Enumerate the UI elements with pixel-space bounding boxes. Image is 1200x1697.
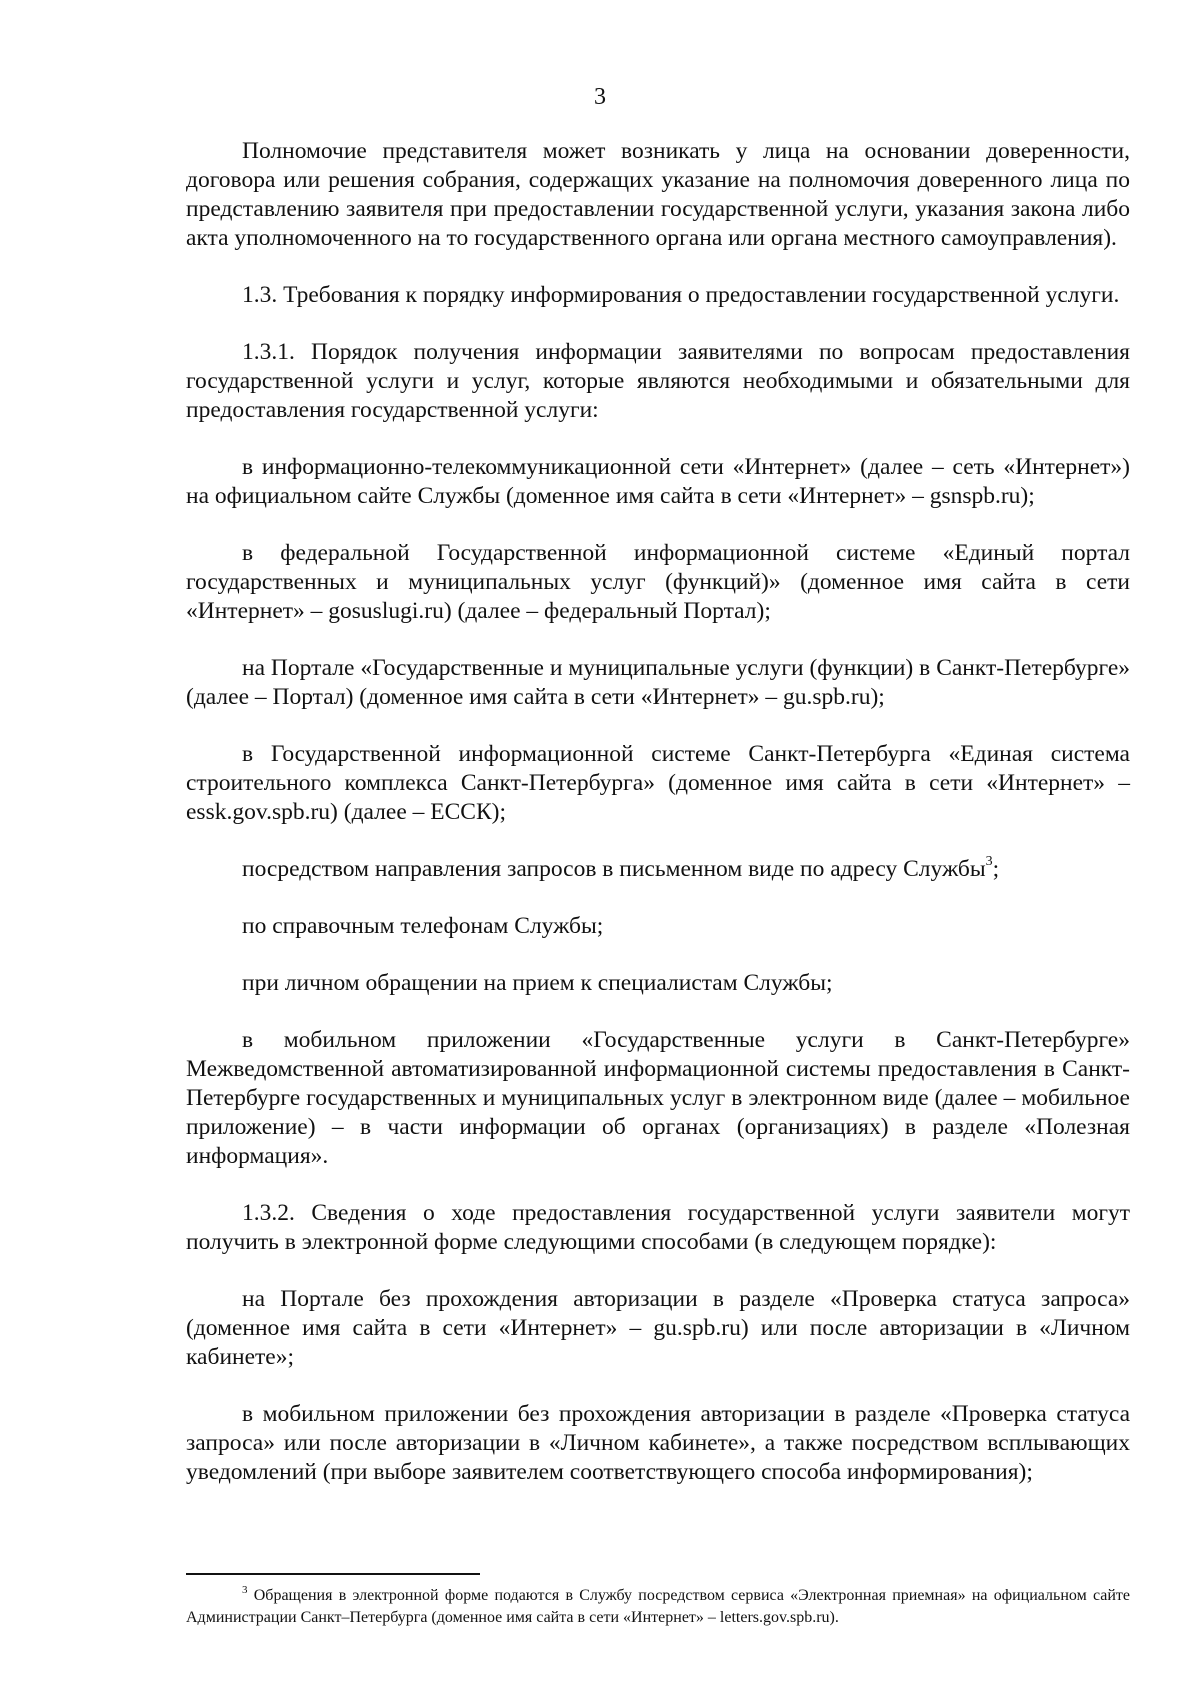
- list-item-spb-portal: на Портале «Государственные и муниципальные услуги (функции) в Санкт-Петербурге» (далее – Портал) (доменное имя сайта в сети «Интернет» – gu.spb.ru);: [186, 655, 1130, 710]
- paragraph-1-3-1: 1.3.1. Порядок получения информации заявителями по вопросам предоставления государственной услуги и услуг, которые являются необходимыми и обязательными для предоставления государственной услуги:: [186, 339, 1130, 423]
- list-item-internet-site: в информационно-телекоммуникационной сети «Интернет» (далее – сеть «Интернет») на официальном сайте Службы (доменное имя сайта в сети «Интернет» – gsnspb.ru);: [186, 454, 1130, 509]
- section-heading-1-3: 1.3. Требования к порядку информирования о предоставлении государственной услуги.: [242, 282, 1120, 308]
- list-item-written-requests-suffix: ;: [992, 856, 1000, 882]
- document-body: [186, 137, 1130, 1515]
- footnote-divider: [186, 1573, 480, 1575]
- list-item-personal-visit: при личном обращении на прием к специалистам Службы;: [242, 970, 833, 996]
- paragraph-1-3-2: 1.3.2. Сведения о ходе предоставления государственной услуги заявители могут получить в электронной форме следующими способами (в следующем порядке):: [186, 1200, 1130, 1255]
- list-item-phones: по справочным телефонам Службы;: [242, 913, 604, 939]
- page-number: 3: [594, 84, 606, 110]
- footnote-marker: 3: [242, 1583, 248, 1596]
- footnote: [186, 1585, 1130, 1629]
- list-item-mobile-status: в мобильном приложении без прохождения авторизации в разделе «Проверка статуса запроса» или после авторизации в «Личном кабинете», а также посредством всплывающих уведомлений (при выборе заявителем соответствующего способа информирования);: [186, 1401, 1130, 1485]
- list-item-portal-status: на Портале без прохождения авторизации в разделе «Проверка статуса запроса» (доменное имя сайта в сети «Интернет» – gu.spb.ru) или после авторизации в «Личном кабинете»;: [186, 1286, 1130, 1370]
- list-item-written-requests: [186, 855, 1130, 884]
- list-item-essk: в Государственной информационной системе Санкт-Петербурга «Единая система строительного комплекса Санкт-Петербурга» (доменное имя сайта в сети «Интернет» – essk.gov.spb.ru) (далее – ЕССК);: [186, 741, 1130, 825]
- list-item-federal-portal: в федеральной Государственной информационной системе «Единый портал государственных и муниципальных услуг (функций)» (доменное имя сайта в сети «Интернет» – gosuslugi.ru) (далее – федеральный Портал);: [186, 540, 1130, 624]
- list-item-mobile-app: в мобильном приложении «Государственные услуги в Санкт-Петербурге» Межведомственной автоматизированной информационной системы предоставления в Санкт-Петербурге государственных и муниципальных услуг в электронном виде (далее – мобильное приложение) – в части информации об органах (организациях) в разделе «Полезная информация».: [186, 1027, 1130, 1169]
- list-item-written-requests-text: посредством направления запросов в письменном виде по адресу Службы: [242, 856, 986, 882]
- paragraph-representative-authority: Полномочие представителя может возникать у лица на основании доверенности, договора или решения собрания, содержащих указание на полномочия доверенного лица по представлению заявителя при предоставлении государственной услуги, указания закона либо акта уполномоченного на то государственного органа или органа местного самоуправления).: [186, 138, 1130, 251]
- footnote-reference: 3: [985, 854, 993, 870]
- footnote-text: Обращения в электронной форме подаются в Службу посредством сервиса «Электронная приемная» на официальном сайте Администрации Санкт–Петербурга (доменное имя сайта в сети «Интернет» – letters.gov.spb.ru).: [186, 1587, 1130, 1626]
